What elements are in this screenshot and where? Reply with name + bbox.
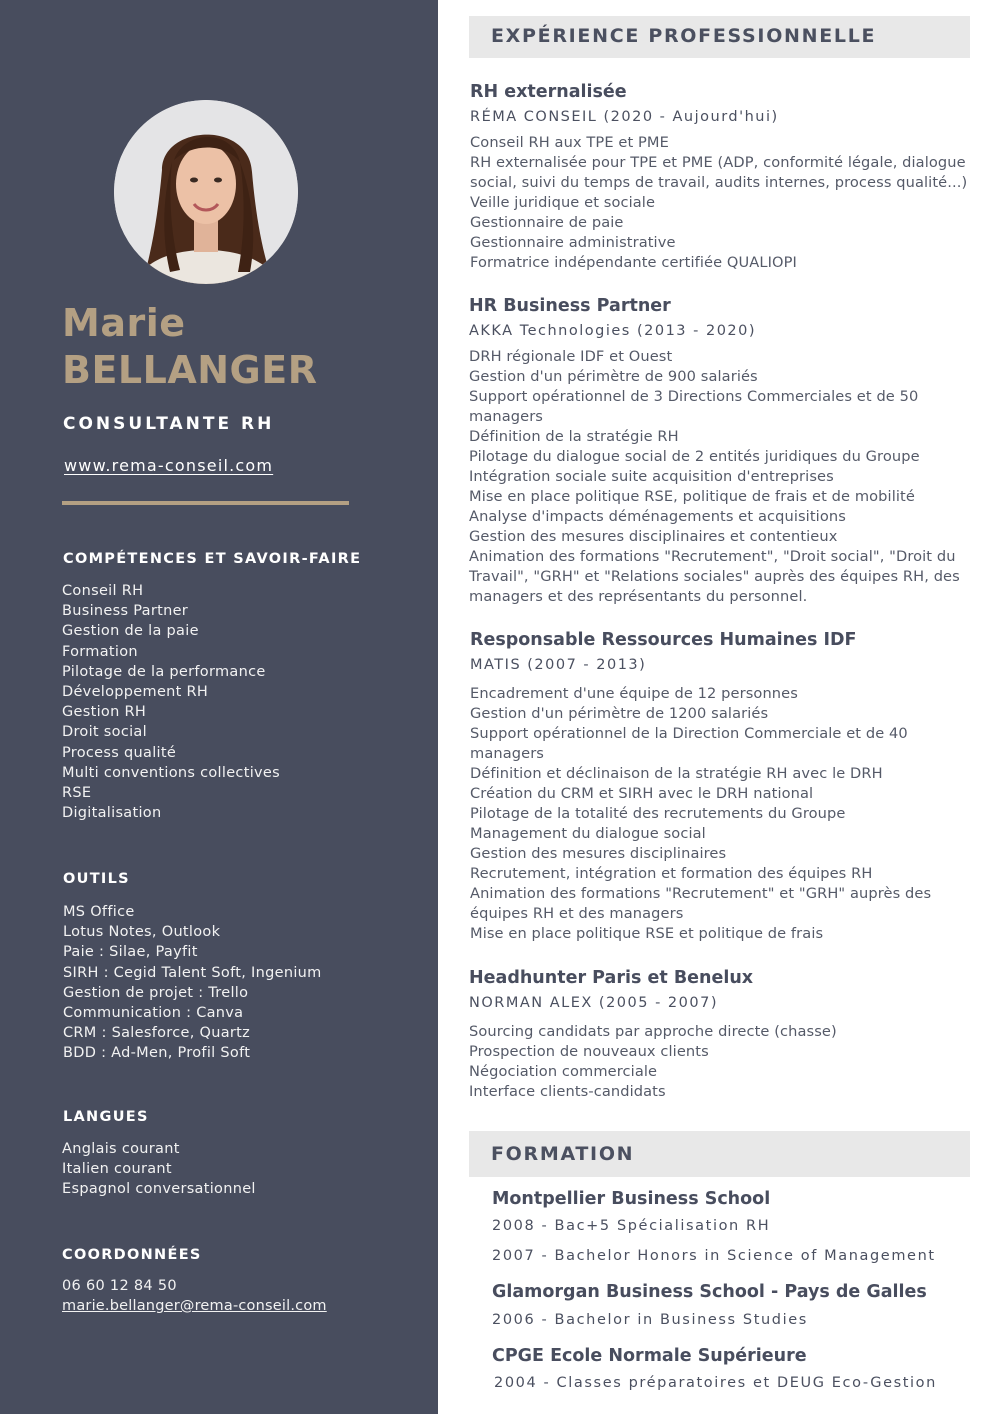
contact-email-link[interactable]: marie.bellanger@rema-conseil.com	[62, 1298, 327, 1314]
job-entry	[469, 294, 974, 607]
list-item: Communication : Canva	[63, 1005, 244, 1022]
list-item: Anglais courant	[62, 1141, 180, 1157]
tools-heading: OUTILS	[63, 871, 130, 887]
experience-section-header	[469, 16, 970, 58]
list-item: Gestion d'un périmètre de 900 salariés	[469, 368, 758, 385]
job-company: MATIS (2007 - 2013)	[470, 657, 647, 673]
list-item: Gestion des mesures disciplinaires	[470, 845, 727, 862]
sidebar	[0, 0, 438, 1414]
diploma-entry: 2006 - Bachelor in Business Studies	[492, 1312, 808, 1328]
experience-heading: EXPÉRIENCE PROFESSIONNELLE	[491, 25, 877, 47]
job-tasks	[469, 347, 974, 607]
list-item: Gestionnaire administrative	[470, 234, 676, 251]
school-name: CPGE Ecole Normale Supérieure	[492, 1346, 807, 1366]
languages-heading: LANGUES	[63, 1109, 149, 1125]
list-item: Business Partner	[62, 603, 189, 620]
job-tasks	[470, 133, 975, 273]
list-item: Italien courant	[62, 1161, 172, 1178]
list-item: Recrutement, intégration et formation des équipes RH	[470, 865, 873, 882]
list-item: RH externalisée pour TPE et PME (ADP, conformité légale, dialogue social, suivi du temps de travail, audits internes, process qualité...)	[470, 154, 968, 191]
job-title: HR Business Partner	[469, 296, 671, 316]
job-entry	[469, 966, 974, 1102]
list-item: Gestion des mesures disciplinaires et contentieux	[469, 528, 838, 545]
education-heading: FORMATION	[491, 1143, 635, 1165]
list-item: Prospection de nouveaux clients	[469, 1043, 709, 1060]
list-item: SIRH : Cegid Talent Soft, Ingenium	[63, 964, 322, 981]
list-item: Négociation commerciale	[469, 1063, 658, 1080]
list-item: Interface clients-candidats	[469, 1083, 666, 1100]
list-item: Sourcing candidats par approche directe (chasse)	[469, 1023, 837, 1040]
list-item: RSE	[62, 785, 92, 802]
job-entry	[470, 80, 975, 273]
list-item: Mise en place politique RSE, politique de frais et de mobilité	[469, 488, 915, 505]
list-item: Espagnol conversationnel	[62, 1181, 256, 1198]
portrait-icon	[114, 100, 298, 284]
list-item: MS Office	[63, 904, 135, 920]
job-tasks	[470, 684, 975, 944]
list-item: Définition de la stratégie RH	[469, 428, 679, 445]
job-title: Headhunter Paris et Benelux	[469, 968, 754, 988]
skills-heading: COMPÉTENCES ET SAVOIR-FAIRE	[63, 551, 362, 567]
last-name: BELLANGER	[62, 348, 318, 392]
list-item: Développement RH	[62, 684, 209, 701]
job-title: RH externalisée	[470, 82, 627, 102]
list-item: Mise en place politique RSE et politique de frais	[470, 925, 824, 942]
list-item: Multi conventions collectives	[62, 764, 280, 781]
list-item: Gestionnaire de paie	[470, 214, 624, 231]
education-section-header	[469, 1131, 970, 1177]
list-item: Veille juridique et sociale	[470, 194, 656, 211]
list-item: Animation des formations "Recrutement" et "GRH" auprès des équipes RH et des managers	[470, 885, 932, 922]
list-item: Management du dialogue social	[470, 825, 706, 842]
list-item: DRH régionale IDF et Ouest	[469, 348, 673, 365]
list-item: Gestion de projet : Trello	[63, 984, 249, 1001]
list-item: Formation	[62, 643, 138, 660]
list-item: Analyse d'impacts déménagements et acquisitions	[469, 508, 846, 525]
list-item: Droit social	[62, 724, 147, 741]
list-item: Digitalisation	[62, 805, 162, 822]
skills-list	[62, 581, 280, 823]
diploma-entry: 2004 - Classes préparatoires et DEUG Eco-Gestion	[494, 1375, 937, 1391]
list-item: Encadrement d'une équipe de 12 personnes	[470, 685, 798, 702]
job-tasks	[469, 1022, 974, 1102]
school-name: Glamorgan Business School - Pays de Galles	[492, 1282, 927, 1302]
diploma-entry: 2007 - Bachelor Honors in Science of Management	[492, 1248, 936, 1264]
first-name: Marie	[62, 301, 186, 345]
contact-heading: COORDONNÉES	[62, 1247, 202, 1263]
tools-list	[63, 902, 322, 1064]
list-item: Définition et déclinaison de la stratégie RH avec le DRH	[470, 765, 883, 782]
list-item: Gestion de la paie	[62, 623, 199, 640]
list-item: Support opérationnel de la Direction Commerciale et de 40 managers	[470, 725, 908, 762]
list-item: CRM : Salesforce, Quartz	[63, 1025, 251, 1042]
divider	[62, 501, 349, 505]
job-company: AKKA Technologies (2013 - 2020)	[469, 323, 757, 339]
list-item: Paie : Silae, Payfit	[63, 944, 198, 961]
list-item: Process qualité	[62, 744, 177, 761]
list-item: Pilotage du dialogue social de 2 entités juridiques du Groupe	[469, 448, 920, 465]
list-item: Conseil RH	[62, 583, 144, 599]
list-item: Pilotage de la totalité des recrutements du Groupe	[470, 805, 846, 822]
school-name: Montpellier Business School	[492, 1189, 771, 1209]
languages-list	[62, 1139, 256, 1200]
contact-phone: 06 60 12 84 50	[62, 1278, 177, 1294]
diploma-entry: 2008 - Bac+5 Spécialisation RH	[492, 1218, 771, 1234]
list-item: Intégration sociale suite acquisition d'entreprises	[469, 468, 834, 485]
list-item: Formatrice indépendante certifiée QUALIOPI	[470, 254, 797, 271]
list-item: BDD : Ad-Men, Profil Soft	[63, 1045, 251, 1062]
job-entry	[470, 628, 975, 944]
list-item: Gestion d'un périmètre de 1200 salariés	[470, 705, 769, 722]
list-item: Support opérationnel de 3 Directions Commerciales et de 50 managers	[469, 388, 919, 425]
website-link[interactable]: www.rema-conseil.com	[64, 456, 274, 475]
list-item: Pilotage de la performance	[62, 663, 266, 680]
list-item: Conseil RH aux TPE et PME	[470, 134, 669, 151]
profile-photo	[114, 100, 298, 284]
list-item: Lotus Notes, Outlook	[63, 924, 221, 941]
list-item: Gestion RH	[62, 704, 147, 721]
list-item: Animation des formations "Recrutement", "Droit social", "Droit du Travail", "GRH" et "Relations sociales" auprès des équipes RH, des managers et des représentants du personnel.	[469, 548, 960, 605]
profile-title: CONSULTANTE RH	[63, 414, 275, 434]
list-item: Création du CRM et SIRH avec le DRH national	[470, 785, 814, 802]
job-title: Responsable Ressources Humaines IDF	[470, 630, 857, 650]
job-company: NORMAN ALEX (2005 - 2007)	[469, 995, 718, 1011]
job-company: RÉMA CONSEIL (2020 - Aujourd'hui)	[470, 109, 779, 125]
